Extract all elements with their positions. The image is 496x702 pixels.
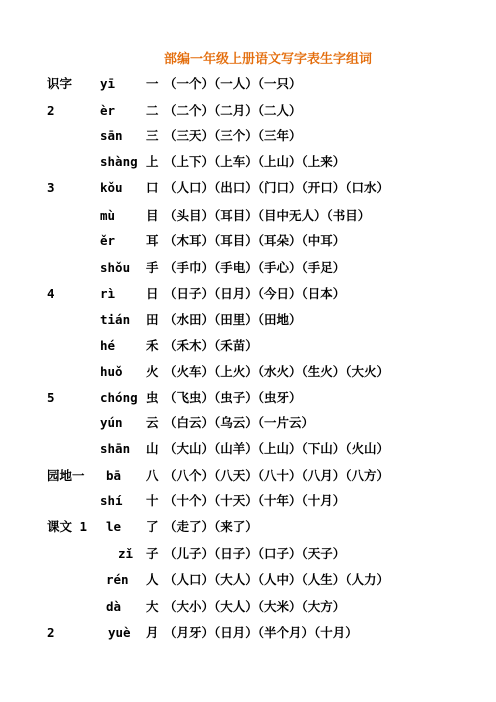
table-row [0,205,496,227]
word-examples: （八个）（八天）（八十）（八月）（八方） [164,468,390,483]
pinyin: ěr [100,233,116,248]
table-row [0,335,496,357]
character: 八 [146,468,159,483]
word-examples: （三天）（三个）（三年） [164,128,302,143]
table-row [0,387,496,409]
table-row [0,309,496,331]
table-row [0,516,496,538]
character: 口 [146,180,159,195]
table-row [0,412,496,434]
table-row [0,596,496,618]
character: 三 [146,128,159,143]
character: 子 [146,546,159,561]
section-label: 4 [47,286,55,301]
page-title: 部编一年级上册语文写字表生字组词 [163,52,372,67]
section-label: 识字 [47,76,73,91]
word-examples: （飞虫）（虫子）（虫牙） [164,390,302,405]
character: 大 [146,599,159,614]
word-examples: （人口）（出口）（门口）（开口）（口水） [164,180,390,195]
word-examples: （禾木）（禾苗） [164,338,258,353]
section-label: 课文 1 [47,519,88,534]
word-examples: （大山）（山羊）（上山）（下山）（火山） [164,441,390,456]
pinyin: kǒu [100,180,123,195]
table-row [0,361,496,383]
table-row [0,438,496,460]
character: 人 [146,572,159,587]
character: 田 [146,312,159,327]
table-row [0,151,496,173]
pinyin: yī [100,76,116,91]
pinyin: yún [100,415,123,430]
word-examples: （木耳）（耳目）（耳朵）（中耳） [164,233,346,248]
pinyin: sān [100,128,123,143]
word-examples: （十个）（十天）（十年）（十月） [164,493,346,508]
word-examples: （一个）（一人）（一只） [164,76,302,91]
table-row [0,543,496,565]
word-examples: （日子）（日月）（今日）（日本） [164,286,346,301]
word-examples: （大小）（大人）（大米）（大方） [164,599,346,614]
pinyin: èr [100,103,116,118]
table-row [0,177,496,199]
character: 日 [146,286,159,301]
character: 十 [146,493,159,508]
pinyin: chóng [100,390,138,405]
word-examples: （手巾）（手电）（手心）（手足） [164,260,346,275]
table-row [0,490,496,512]
character: 火 [146,364,159,379]
pinyin: yuè [108,625,131,640]
word-examples: （上下）（上车）（上山）（上来） [164,154,346,169]
table-row [0,100,496,122]
section-label: 3 [47,180,55,195]
table-row [0,125,496,147]
word-examples: （头目）（耳目）（目中无人）（书目） [164,208,371,223]
word-examples: （月牙）（日月）（半个月）（十月） [164,625,358,640]
character: 了 [146,519,159,534]
word-examples: （人口）（大人）（人中）（人生）（人力） [164,572,390,587]
pinyin: shàng [100,154,138,169]
word-examples: （白云）（乌云）（一片云） [164,415,315,430]
pinyin: rén [106,572,129,587]
pinyin: mù [100,208,116,223]
table-row [0,622,496,644]
character: 手 [146,260,159,275]
pinyin: huǒ [100,364,123,379]
word-examples: （走了）（来了） [164,519,258,534]
table-row [0,283,496,305]
pinyin: dà [106,599,122,614]
character: 二 [146,103,159,118]
word-examples: （二个）（二月）（二人） [164,103,302,118]
pinyin: zǐ [118,546,134,561]
character: 禾 [146,338,159,353]
character: 云 [146,415,159,430]
word-examples: （火车）（上火）（水火）（生火）（大火） [164,364,390,379]
character: 山 [146,441,159,456]
pinyin: rì [100,286,116,301]
pinyin: tián [100,312,131,327]
table-row [0,465,496,487]
pinyin: shān [100,441,131,456]
section-label: 2 [47,103,55,118]
pinyin: hé [100,338,116,353]
pinyin: shí [100,493,123,508]
pinyin: bā [106,468,122,483]
character: 一 [146,76,159,91]
word-examples: （儿子）（日子）（口子）（天子） [164,546,346,561]
character: 目 [146,208,159,223]
table-row [0,230,496,252]
section-label: 2 [47,625,55,640]
pinyin: shǒu [100,260,131,275]
section-label: 园地一 [47,468,85,483]
table-row [0,569,496,591]
word-examples: （水田）（田里）（田地） [164,312,302,327]
character: 上 [146,154,159,169]
character: 虫 [146,390,159,405]
table-row [0,73,496,95]
section-label: 5 [47,390,55,405]
character: 月 [146,625,159,640]
table-row [0,257,496,279]
character: 耳 [146,233,159,248]
pinyin: le [106,519,122,534]
